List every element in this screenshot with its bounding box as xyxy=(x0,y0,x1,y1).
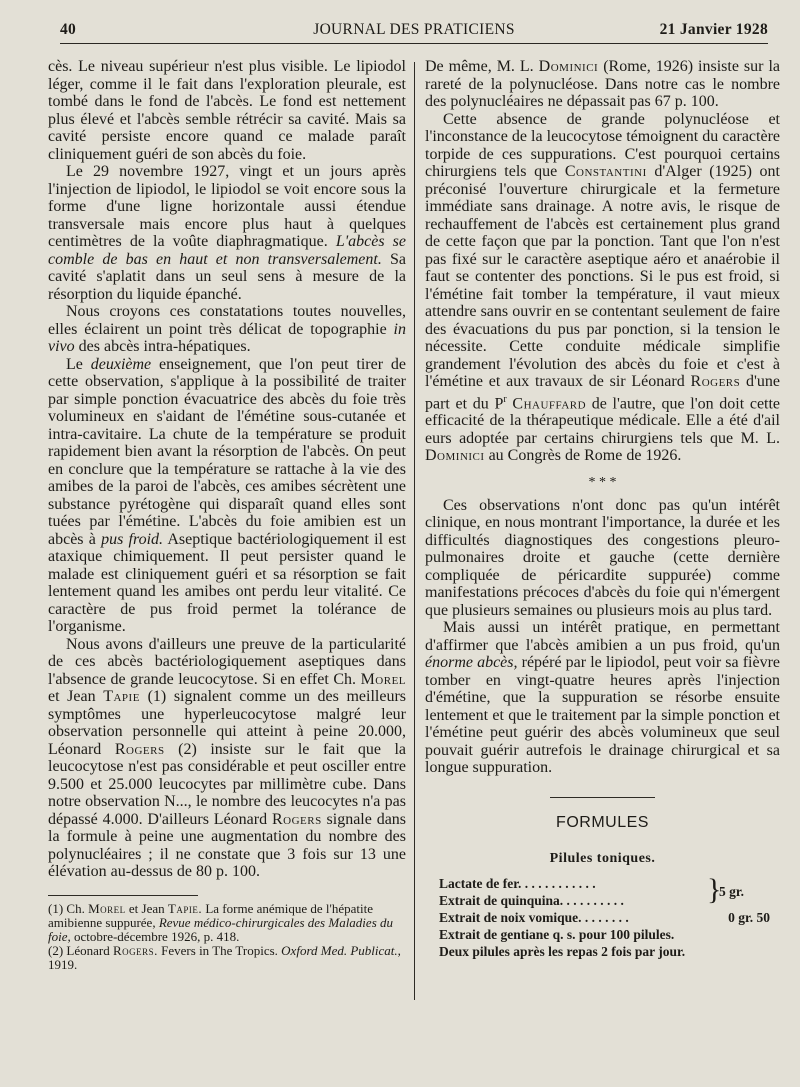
paragraph: Cette absence de grande polynucléose et l'inconstance de la leucocytose témoignent du caractère torpide de ces suppurations. C'est pourquoi certains chirurgiens tels que Constantini d'Alger (1925) ont préconisé l'ouverture chirurgicale et la fermeture immédiate sans drainage. A notre avis, le risque de rechauffement de l'abcès est certainement plus grand de cette façon que par la ponction. Tant que l'on n'est pas fixé sur le caractère aseptique aéro et anaérobie il faut se contenter des ponctions. Si le pus est froid, si l'émétine fait tomber la température, il vaut mieux attendre sans ouvrir en se contentant seulement de faire des évacuations du pus par ponction, si la tension le nécessite. Cette conduite médicale simplifie grandement l'évolution des abcès du foie et c'est à l'émétine et aux travaux de sir Léonard Rogers d'une part et du $P^r$ Chauffard de l'autre, que l'on doit cette efficacité de la thérapeutique médicale. Elle a été d'ail eurs adoptée par certains chirurgiens tels que M. L. Dominici au Congrès de Rome de 1926. xyxy=(425,110,781,465)
page-number: 40 xyxy=(60,21,77,38)
paragraph: Le deuxième enseignement, que l'on peut tirer de cette observation, s'applique à la possibilité de traiter par simple ponction évacuatrice des abcès du foie très volumineux en s'aidant de l'émétine sous-cutanée et intra-cavitaire. La chute de la température se produit rapidement bien avant la résorption de l'abcès. On peut en conclure que la température se rattache à la vie des amibes de la paroi de l'abcès, ces amibes sécrètent une substance pyrétogène qui disparaît quand elles sont tuées par l'émétine. L'abcès du foie amibien est un abcès à pus froid. Aseptique bactériologiquement il est ataxique chimiquement. Il peut persister quand le malade est cliniquement guéri et sa résorption se fait lentement quand les amibes ont perdu leur vitalité. Ce caractère de pus froid permet la tolérance de l'organisme. xyxy=(48,355,407,635)
paragraph: Le 29 novembre 1927, vingt et un jours après l'injection de lipiodol, le lipiodol se voit encore sous la forme d'une ligne horizontale aussi étendue transversale mais encore plus haut à quelques centimètres de la voûte diaphragmatique. L'abcès se comble de bas en haut et non transversalement. Sa cavité s'aplatit dans un seul sens à mesure de la résorption du liquide épanché. xyxy=(48,163,407,303)
left-column xyxy=(48,58,406,972)
page-header xyxy=(60,19,768,44)
column-divider xyxy=(414,62,415,1000)
prescription xyxy=(425,875,780,960)
paragraph: Nous avons d'ailleurs une preuve de la particularité de ces abcès bactériologiquement aseptiques dans l'absence de grande leucocytose. Si en effet Ch. Morel et Jean Tapie (1) signalent comme un des meilleurs symptômes une hyperleucocytose malgré leur observation personnelle qui atteint à peine 20.000, Léonard Rogers (2) insiste sur le fait que la leucocytose n'est pas considérable et peut osciller entre 9.500 et 25.000 leucocytes par millimètre cube. Dans notre observation N..., le nombre des leucocytes n'a pas dépassé 4.000. D'ailleurs Léonard Rogers signale dans la formule à peine une augmentation du nombre des polynucléaires ; il ne constate que 3 fois sur 13 une élévation au-dessus de 80 p. 100. xyxy=(48,635,407,880)
prescription-line: Extrait de noix vomique. . . . . . . . 0 gr. 50 xyxy=(439,910,770,926)
prescription-title: Pilules toniques. xyxy=(549,850,656,866)
paragraph: cès. Le niveau supérieur n'est plus visible. Le lipiodol léger, comme il le fait dans l'exploration pleurale, est tombé dans le fond de l'abcès. Le fond est nettement plus élevé et l'abcès semble rétrécir sa cavité. Mais sa cavité persiste encore quand ce malade paraît cliniquement guéri de son abcès du foie. xyxy=(48,58,406,163)
footnote-1: (1) Ch. Morel et Jean Tapie. La forme anémique de l'hépatite amibienne suppurée, Revue médico-chirurgicales des Maladies du foie, octobre-décembre 1926, p. 418. xyxy=(48,900,393,944)
prescription-line: Lactate de fer. . . . . . . . . . . . xyxy=(439,876,596,892)
prescription-line: Deux pilules après les repas 2 fois par jour. xyxy=(439,944,686,960)
brace-glyph: } xyxy=(707,873,722,907)
prescription-dose: 5 gr. xyxy=(719,884,745,900)
issue-date: 21 Janvier 1928 xyxy=(659,21,768,38)
journal-title: JOURNAL DES PRATICIENS xyxy=(313,21,515,38)
formules-rule xyxy=(550,797,655,799)
prescription-line: Extrait de quinquina. . . . . . . . . . xyxy=(439,893,624,909)
paragraph: Ces observations n'ont donc pas qu'un intérêt clinique, en nous montrant l'importance, la durée et les difficultés diagnostiques des congestions pleuro-pulmonaires droite et gauche (cette dernière compliquée de péricardite suppurée) comme manifestations précoces d'abcès du foie qui n'émergent que plusieurs semaines ou plusieurs mois au plus tard. xyxy=(425,496,780,619)
paragraph: Nous croyons ces constatations toutes nouvelles, elles éclairent un point très délicat de topographie in vivo des abcès intra-hépatiques. xyxy=(48,303,406,355)
paragraph: De même, M. L. Dominici (Rome, 1926) insiste sur la rareté de la polynucléose. Dans notre cas le nombre des polynucléaires ne dépassait pas 67 p. 100. xyxy=(425,58,781,110)
formules-heading: FORMULES xyxy=(556,814,649,832)
footnote-2: (2) Léonard Rogers. Fevers in The Tropics. Oxford Med. Publicat., 1919. xyxy=(48,942,401,972)
paragraph: Mais aussi un intérêt pratique, en permettant d'affirmer que l'abcès amibien a un pus froid, qu'un énorme abcès, répéré par le lipiodol, peut voir sa fièvre tomber en vingt-quatre heures après l'injection d'émétine, que la suppuration se résorbe ensuite lentement et que le traitement par la simple ponction et l'émétine peut guérir des abcès volumineux que seul pouvait guérir autrefois le drainage chirurgical et sa longue suppuration. xyxy=(425,619,781,777)
section-separator-asterisks: * * * xyxy=(588,474,617,490)
footnote-rule xyxy=(48,895,198,896)
right-column xyxy=(425,58,780,960)
prescription-line: Extrait de gentiane q. s. pour 100 pilules. xyxy=(439,927,675,943)
